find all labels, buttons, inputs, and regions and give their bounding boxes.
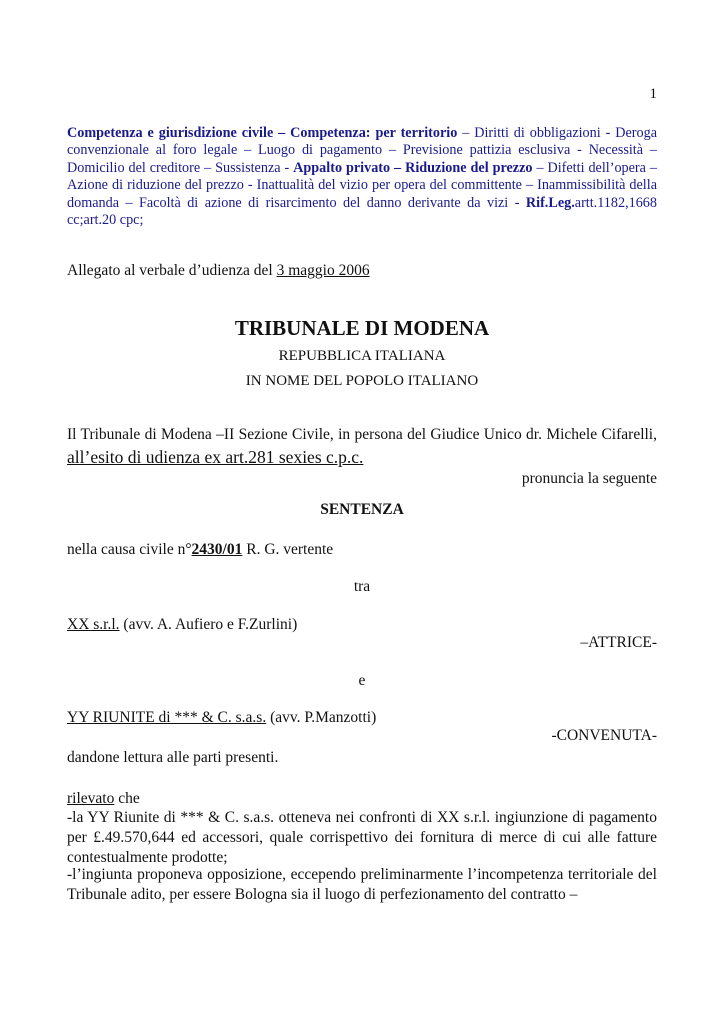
causa-line xyxy=(67,540,657,560)
convenuta-lawyers: (avv. P.Manzotti) xyxy=(266,709,377,726)
paragraph-2: -l’ingiunta proponeva opposizione, eccependo preliminarmente l’incompetenza territoriale del Tribunale adito, per essere Bologna sia il luogo di perfezionamento del contratto – xyxy=(67,866,657,903)
attrice-role: –ATTRICE- xyxy=(580,634,657,651)
court-title: TRIBUNALE DI MODENA xyxy=(234,316,490,340)
rilevato-word: rilevato xyxy=(67,790,115,807)
republic-subtitle: REPUBBLICA ITALIANA xyxy=(278,348,446,364)
causa-prefix: nella causa civile n° xyxy=(67,541,192,558)
convenuta-role: -CONVENUTA- xyxy=(551,727,657,744)
header-heading-1: Competenza e giurisdizione civile – Competenza: per territorio xyxy=(67,125,458,141)
intro-text: Il Tribunale di Modena –II Sezione Civile, in persona del Giudice Unico dr. Michele Cifarelli, xyxy=(67,426,657,443)
lettura-line: dandone lettura alle parti presenti. xyxy=(67,749,279,766)
header-heading-3: Rif.Leg. xyxy=(525,194,575,211)
pronuncia-line: pronuncia la seguente xyxy=(521,470,657,487)
attrice-line xyxy=(67,615,657,635)
rilevato-line xyxy=(67,789,657,809)
causa-suffix: R. G. vertente xyxy=(242,541,334,558)
convenuta-name: YY RIUNITE di *** & C. s.a.s. xyxy=(67,709,267,726)
rilevato-rest: che xyxy=(114,790,140,807)
intro-underlined: all’esito di udienza ex art.281 sexies c.p.c. xyxy=(67,447,364,467)
header-text-2: – Difetti dell’opera – Azione di riduzione del prezzo - Inattualità del vizio per opera del committente – Inammissibilità della domanda – Facoltà di azione di risarcimento del danno derivante da vizi - xyxy=(67,159,657,211)
tra-line: tra xyxy=(353,578,371,595)
paragraph-1: -la YY Riunite di *** & C. s.a.s. otteneva nei confronti di XX s.r.l. ingiunzione di pagamento per £.49.570,644 ed accessori, quale corrispettivo dei fornitura di merce di cui alle fatture contestualmente prodotte; xyxy=(67,809,657,866)
header-heading-2: Appalto privato – Riduzione del prezzo xyxy=(293,159,533,176)
massima-header xyxy=(67,125,657,229)
allegato-prefix: Allegato al verbale d’udienza del xyxy=(67,262,277,279)
page-number: 1 xyxy=(649,86,657,102)
people-subtitle: IN NOME DEL POPOLO ITALIANO xyxy=(245,373,479,389)
sentenza-heading: SENTENZA xyxy=(320,501,404,518)
intro-paragraph xyxy=(67,423,657,470)
allegato-date: 3 maggio 2006 xyxy=(276,262,370,279)
e-line: e xyxy=(358,672,366,689)
header-text-3: artt.1182,1668 cc;art.20 cpc; xyxy=(67,194,657,229)
convenuta-line xyxy=(67,708,657,728)
header-text-1: – Diritti di obbligazioni - Deroga convenzionale al foro legale – Luogo di pagamento – Previsione pattizia esclusiva - Necessità – Domicilio del creditore – Sussistenza - xyxy=(67,125,657,176)
allegato-line xyxy=(67,262,370,280)
causa-number: 2430/01 xyxy=(191,541,243,558)
attrice-name: XX s.r.l. xyxy=(67,616,120,633)
attrice-lawyers: (avv. A. Aufiero e F.Zurlini) xyxy=(119,616,298,633)
